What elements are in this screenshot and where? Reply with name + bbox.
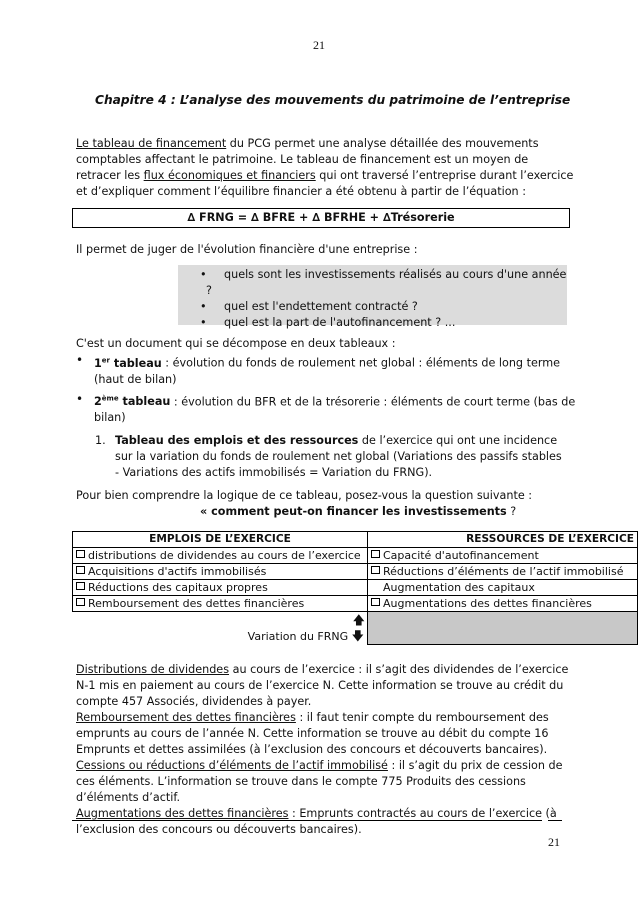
- table-row: [73, 580, 638, 596]
- decomposition-intro: C'est un document qui se décompose en deux tableaux :: [76, 337, 396, 350]
- permet-text: Il permet de juger de l'évolution financière d'une entreprise :: [76, 243, 418, 256]
- item-number: 1.: [95, 434, 106, 447]
- checkbox-icon: [76, 598, 85, 606]
- definition-item: [76, 710, 576, 758]
- item-text: de l’exercice qui ont une incidence sur la variation du fonds de roulement net global (Variations des passifs stables - Variations des actifs immobilisés = Variation du FRNG).: [115, 434, 562, 479]
- definition-text: : il faut tenir compte du remboursement des emprunts au cours de l’année N. Cette information se trouve au débit du compte 16 Emprunts et dettes assimilées (à l’exclusion des concours et découverts bancaires).: [76, 711, 549, 756]
- emploi-cell: Réductions des capitaux propres: [73, 580, 368, 596]
- variation-label-cell: [73, 612, 368, 645]
- variation-value-cell: [368, 612, 638, 645]
- ressource-cell: Augmentation des capitaux: [368, 580, 638, 596]
- prompt-line-1: Pour bien comprendre la logique de ce tableau, posez-vous la question suivante :: [76, 489, 533, 502]
- bullet-icon: •: [76, 391, 84, 406]
- question-text: quel est la part de l'autofinancement ? ...: [224, 316, 456, 329]
- page-number-bottom: 21: [548, 835, 560, 849]
- checkbox-icon: [76, 582, 85, 590]
- definition-item: [76, 758, 576, 806]
- decomposition-item: [76, 352, 576, 388]
- intro-paragraph: [76, 136, 576, 200]
- variation-row: [73, 612, 638, 645]
- question-item: [178, 267, 567, 299]
- checkbox-icon: [76, 566, 85, 574]
- question-prompt: [76, 488, 576, 520]
- item-text: : évolution du fonds de roulement net global : éléments de long terme (haut de bilan): [94, 356, 561, 386]
- definition-term: Remboursement des dettes financières: [76, 711, 296, 724]
- term-flux: flux économiques et financiers: [143, 169, 316, 182]
- definitions: [76, 662, 576, 838]
- bullet-icon: •: [76, 353, 84, 367]
- decomposition-section: [76, 336, 576, 429]
- emplois-ressources-table: [72, 531, 638, 645]
- variation-label: Variation du FRNG: [247, 630, 349, 643]
- footer-divider-short: [548, 820, 562, 821]
- definition-term: Distributions de dividendes: [76, 663, 230, 676]
- question-item: [178, 315, 567, 331]
- checkbox-icon: [371, 550, 380, 558]
- item-strong: Tableau des emplois et des ressources: [115, 434, 359, 447]
- question-text: quel est l'endettement contracté ?: [224, 300, 418, 313]
- emploi-cell: Remboursement des dettes financières: [73, 596, 368, 612]
- page-number-top: 21: [313, 38, 325, 52]
- bullet-icon: •: [200, 316, 207, 329]
- emploi-cell: distributions de dividendes au cours de l’exercice: [73, 548, 368, 564]
- ressource-cell: Capacité d'autofinancement: [368, 548, 638, 564]
- table-row: [73, 596, 638, 612]
- checkbox-icon: [371, 566, 380, 574]
- definition-text: : il s’agit du prix de cession de ces éléments. L’information se trouve dans le compte 775 Produits des cessions d’éléments d’actif.: [76, 759, 563, 804]
- bullet-icon: •: [200, 300, 207, 313]
- definition-text: : Emprunts contractés au cours de l’exercice (à l’exclusion des concours ou découverts bancaires).: [76, 807, 557, 836]
- arrow-down-icon: 🡇: [351, 629, 364, 643]
- questions-box: [178, 265, 567, 329]
- bullet-icon: •: [200, 268, 207, 281]
- item-strong: 1er tableau: [94, 356, 162, 370]
- decomposition-item: [76, 391, 576, 427]
- definition-term: Augmentations des dettes financières: [76, 807, 289, 820]
- term-tableau-financement: Le tableau de financement: [76, 137, 227, 150]
- numbered-item: [95, 433, 565, 481]
- intro-text-1: du PCG permet une analyse détaillée des mouvements comptables affectant le patrimoine. Le tableau de financement est un moyen de retracer les: [76, 137, 539, 182]
- definition-text: au cours de l’exercice : il s’agit des dividendes de l’exercice N-1 mis en paiement au cours de l’exercice N. Cette information se trouve au crédit du compte 457 Associés, dividendes à payer.: [76, 663, 569, 708]
- ressource-cell: Augmentations des dettes financières: [368, 596, 638, 612]
- checkbox-icon: [371, 598, 380, 606]
- arrow-up-icon: 🡅: [352, 613, 365, 627]
- question-item: [178, 299, 567, 315]
- chapter-title: Chapitre 4 : L’analyse des mouvements du patrimoine de l’entreprise: [95, 93, 571, 107]
- prompt-question: « comment peut-on financer les investissements: [200, 505, 507, 518]
- table-row: [73, 564, 638, 580]
- footer-divider: [72, 820, 542, 821]
- item-strong: 2ème tableau: [94, 394, 171, 409]
- emploi-cell: Acquisitions d'actifs immobilisés: [73, 564, 368, 580]
- definition-item: [76, 662, 576, 710]
- table-row: [73, 548, 638, 564]
- definition-term: Cessions ou réductions d’éléments de l’actif immobilisé: [76, 759, 388, 772]
- header-ressources: RESSOURCES DE L’EXERCICE: [368, 532, 638, 548]
- prompt-end: ?: [506, 505, 517, 518]
- formula-box: ∆ FRNG = ∆ BFRE + ∆ BFRHE + ∆Trésorerie: [72, 208, 570, 228]
- question-text: quels sont les investissements réalisés au cours d'une année ?: [206, 268, 567, 297]
- header-emplois: EMPLOIS DE L’EXERCICE: [73, 532, 368, 548]
- checkbox-icon: [76, 550, 85, 558]
- definition-item: [76, 806, 576, 838]
- intro-text-2: qui ont traversé l’entreprise durant l’exercice et d’expliquer comment l’équilibre financier a été obtenu à partir de l’équation :: [76, 169, 574, 198]
- item-text: : évolution du BFR et de la trésorerie : éléments de court terme (bas de bilan): [94, 395, 576, 425]
- ressource-cell: Réductions d’éléments de l’actif immobilisé: [368, 564, 638, 580]
